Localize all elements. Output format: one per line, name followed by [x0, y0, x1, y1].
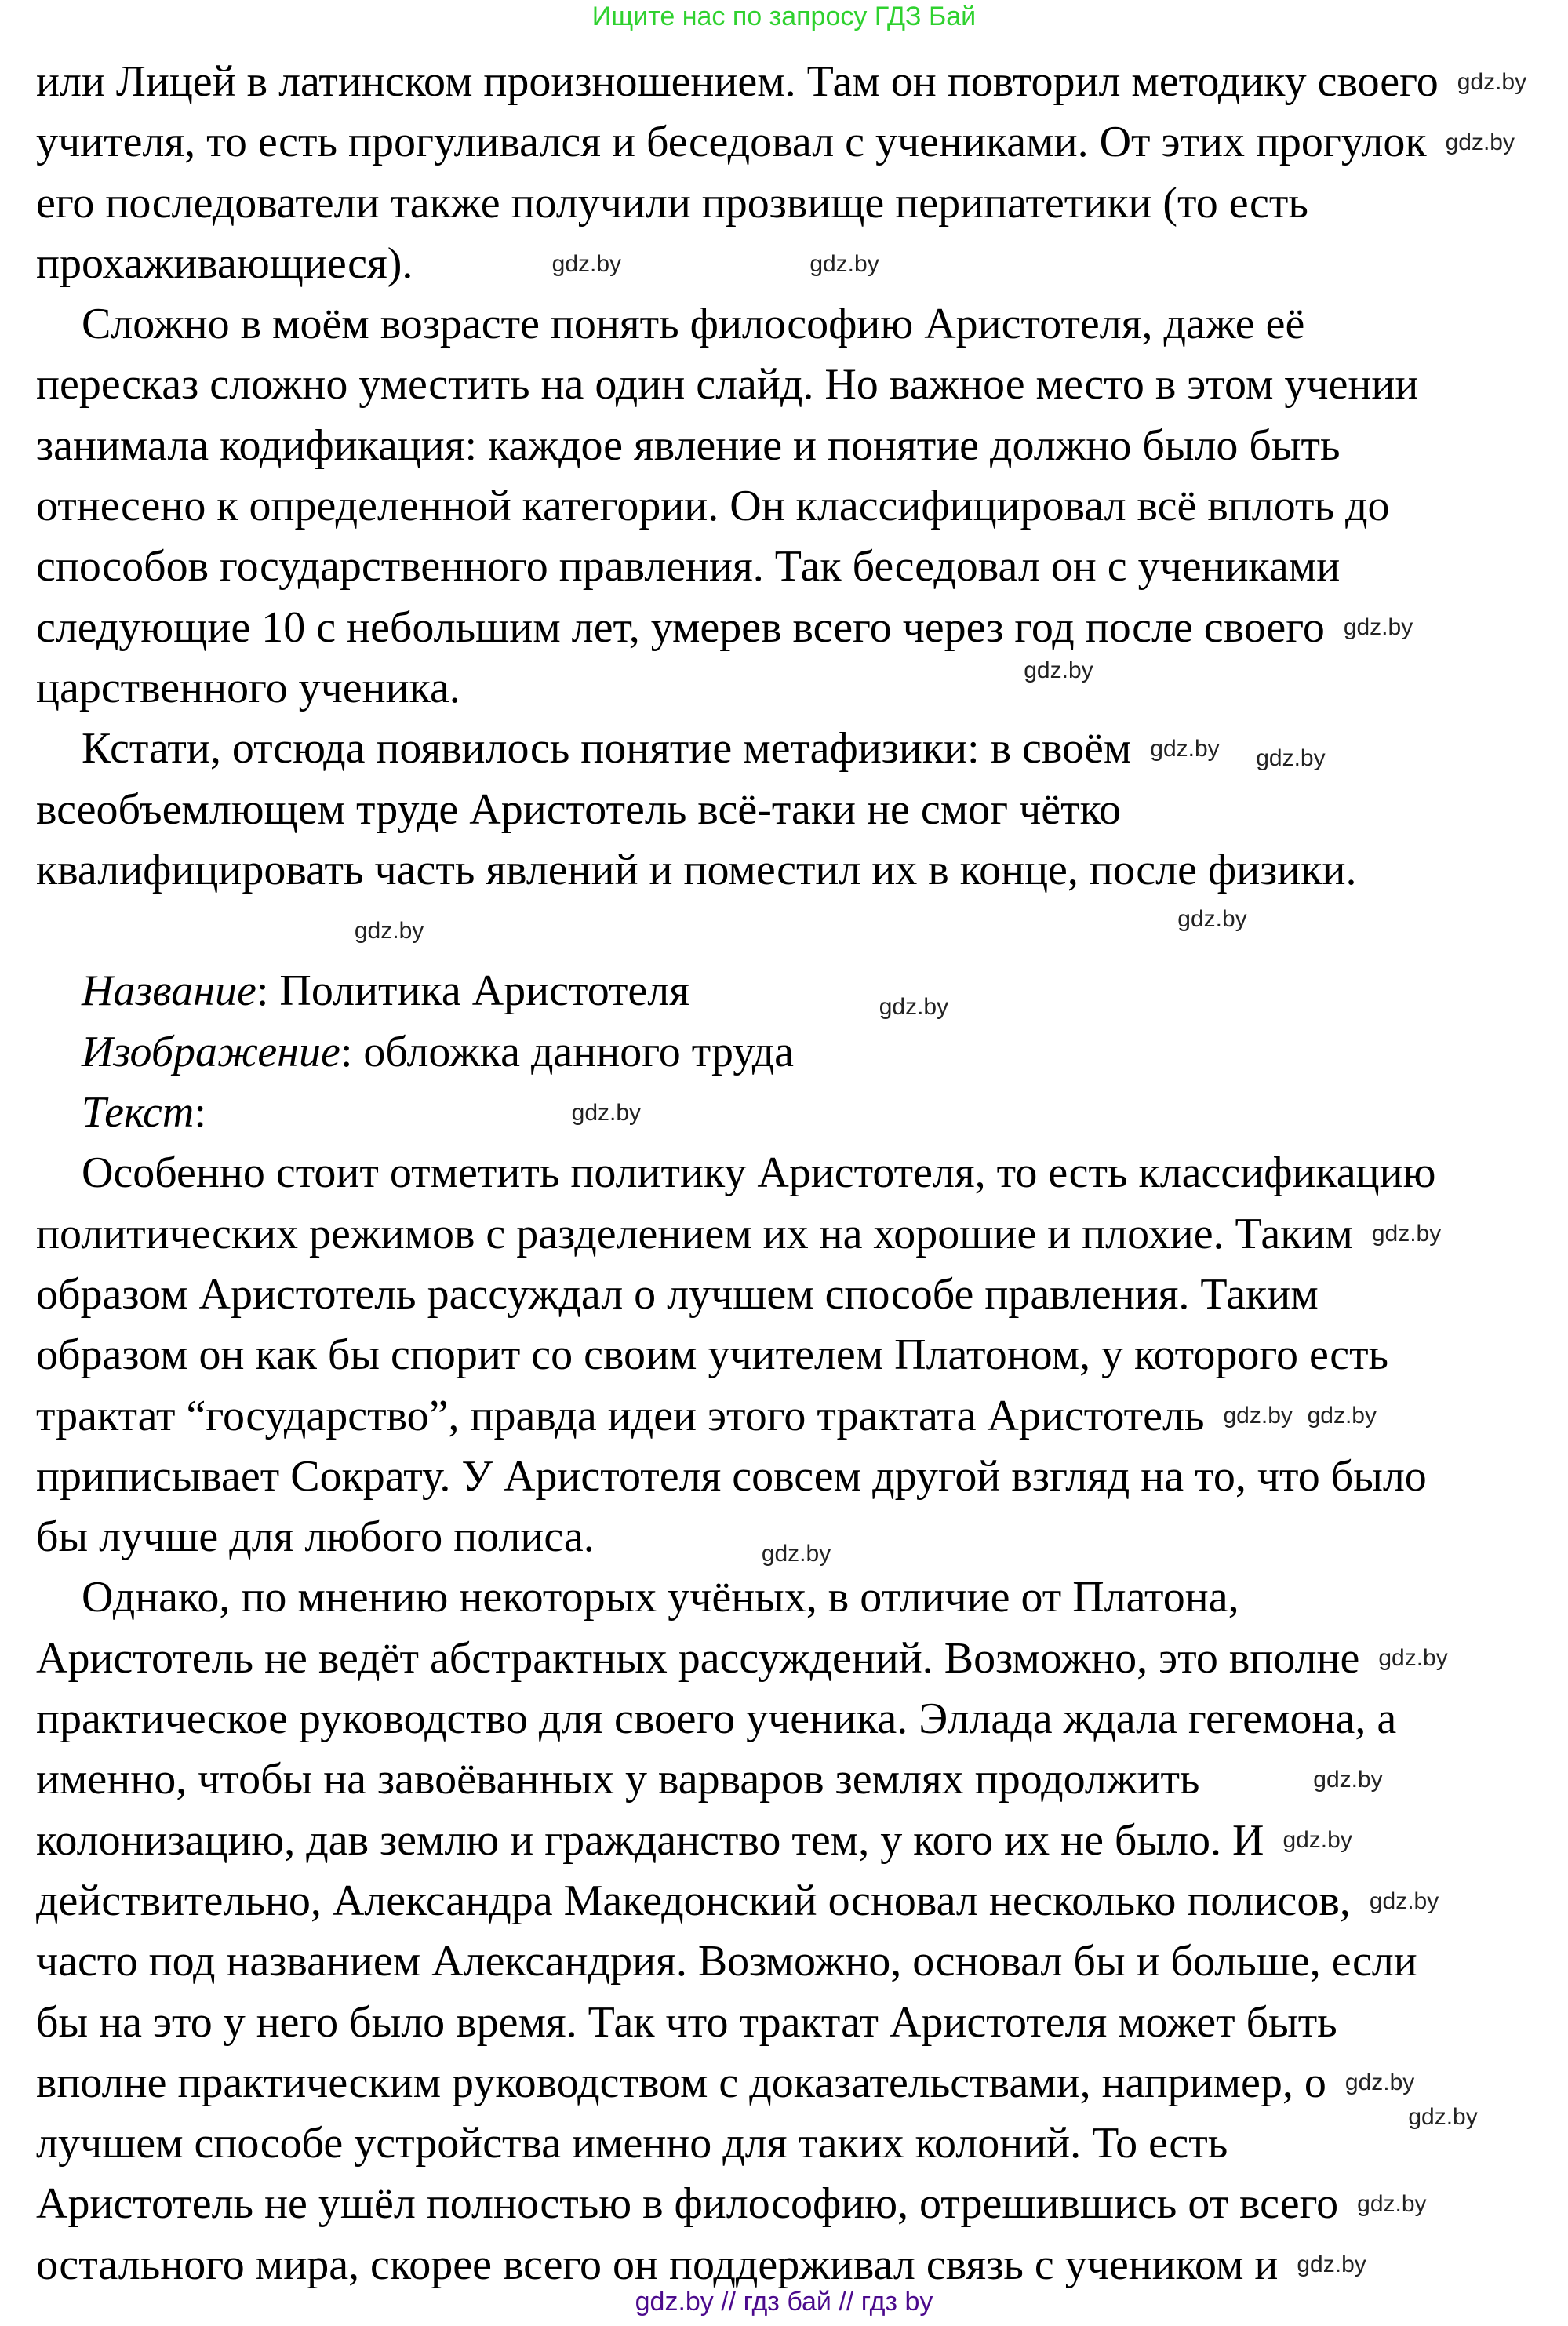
gdz-watermark: gdz.by: [1378, 1645, 1448, 1672]
gdz-watermark: gdz.by: [1297, 2251, 1366, 2278]
text-line: [36, 598, 1558, 658]
gdz-watermark: gdz.by: [809, 250, 879, 277]
line-text: квалифицировать часть явлений и поместил их в конце, после физики.: [36, 845, 1357, 894]
text-line: [36, 1993, 1558, 2053]
text-line: [36, 1931, 1558, 1992]
line-text: действительно, Александра Македонский основал несколько полисов,: [36, 1876, 1351, 1925]
text-line: [36, 112, 1558, 173]
text-line: [36, 1325, 1558, 1385]
line-text: Кстати, отсюда появилось понятие метафизики: в своём: [82, 724, 1132, 774]
gdz-watermark: gdz.by: [1177, 905, 1247, 932]
line-text: Аристотель не ведёт абстрактных рассуждений. Возможно, это вполне: [36, 1633, 1360, 1683]
line-text: вполне практическим руководством с доказательствами, например, о: [36, 2058, 1326, 2107]
line-text: или Лицей в латинском произношением. Там он повторил методику своего: [36, 57, 1439, 106]
line-text: отнесено к определенной категории. Он классифицировал всё вплоть до: [36, 482, 1390, 531]
gdz-watermark: gdz.by: [551, 250, 622, 277]
line-text: : обложка данного труда: [340, 1027, 795, 1076]
line-text: царственного ученика.: [36, 663, 460, 712]
line-text: Сложно в моём возрасте понять философию Аристотеля, даже её: [82, 300, 1305, 349]
gdz-watermark: gdz.by: [1150, 735, 1220, 762]
line-text: образом он как бы спорит со своим учителем Платоном, у которого есть: [36, 1330, 1389, 1380]
gdz-watermark: gdz.by: [1371, 1221, 1442, 1247]
gdz-watermark: gdz.by: [1282, 1827, 1352, 1854]
line-text: бы лучше для любого полиса.: [36, 1512, 595, 1562]
text-line: [36, 476, 1558, 537]
text-line: [36, 2053, 1558, 2113]
line-text: приписывает Сократу. У Аристотеля совсем другой взгляд на то, что было: [36, 1451, 1427, 1501]
gdz-watermark: gdz.by: [761, 1541, 831, 1567]
text-line: [36, 537, 1558, 597]
gdz-watermark: gdz.by: [1256, 745, 1326, 772]
line-text: остального мира, скорее всего он поддерживал связь с учеником и: [36, 2240, 1279, 2289]
search-banner: Ищите нас по запросу ГДЗ Бай: [591, 2, 977, 31]
field-label: Текст: [82, 1088, 195, 1138]
gdz-watermark: gdz.by: [1307, 1403, 1377, 1429]
line-text: его последователи также получили прозвище перипатетики (то есть: [36, 178, 1308, 228]
line-text: Аристотель не ушёл полностью в философию, отрешившись от всего: [36, 2179, 1339, 2229]
line-text: колонизацию, дав землю и гражданство тем, у кого их не было. И: [36, 1815, 1264, 1865]
line-text: часто под названием Александрия. Возможно, основал бы и больше, если: [36, 1937, 1417, 1986]
line-text: практическое руководство для своего ученика. Эллада ждала гегемона, а: [36, 1694, 1397, 1744]
text-line: [36, 173, 1558, 234]
gdz-watermark: gdz.by: [1024, 657, 1093, 684]
text-line: [36, 961, 1558, 1021]
document-body: [36, 52, 1558, 2295]
text-line: [36, 719, 1558, 779]
gdz-watermark: gdz.by: [1408, 2104, 1478, 2131]
field-label: Изображение: [82, 1027, 340, 1076]
text-line: [36, 1265, 1558, 1325]
text-line: [36, 901, 1558, 961]
gdz-watermark: gdz.by: [1357, 2191, 1427, 2218]
line-text: учителя, то есть прогуливался и беседовал с учениками. От этих прогулок: [36, 118, 1427, 167]
text-line: [36, 2174, 1558, 2234]
gdz-watermark: gdz.by: [1369, 1887, 1439, 1914]
line-text: трактат “государство”, правда идеи этого трактата Аристотель: [36, 1391, 1205, 1440]
field-label: Название: [82, 966, 256, 1016]
gdz-watermark: gdz.by: [879, 993, 949, 1020]
text-line: [36, 2113, 1558, 2174]
gdz-watermark: gdz.by: [1343, 614, 1413, 641]
line-text: способов государственного правления. Так беседовал он с учениками: [36, 542, 1341, 592]
gdz-watermark: gdz.by: [1445, 129, 1515, 155]
line-text: Особенно стоит отметить политику Аристотеля, то есть классификацию: [82, 1148, 1436, 1198]
gdz-watermark: gdz.by: [1457, 68, 1527, 95]
line-text: лучшем способе устройства именно для таких колоний. То есть: [36, 2119, 1228, 2168]
line-text: следующие 10 с небольшим лет, умерев всего через год после своего: [36, 602, 1325, 652]
text-line: [36, 658, 1558, 719]
text-line: [36, 1629, 1558, 1689]
text-line: [36, 1567, 1558, 1628]
gdz-watermark: gdz.by: [571, 1099, 642, 1126]
text-line: [36, 1447, 1558, 1507]
text-line: [36, 52, 1558, 112]
line-text: пересказ сложно уместить на один слайд. Но важное место в этом учении: [36, 360, 1419, 410]
text-line: [36, 234, 1558, 294]
line-text: :: [194, 1088, 206, 1138]
footer-watermark: gdz.by // гдз бай // гдз by: [635, 2287, 933, 2317]
line-text: именно, чтобы на завоёванных у варваров землях продолжить: [36, 1755, 1200, 1804]
gdz-watermark: gdz.by: [1344, 2069, 1415, 2096]
line-text: прохаживающиеся).: [36, 238, 413, 288]
text-line: [36, 1204, 1558, 1265]
text-line: [36, 1022, 1558, 1083]
text-line: [36, 416, 1558, 476]
gdz-watermark: gdz.by: [354, 917, 424, 944]
line-text: Однако, по мнению некоторых учёных, в отличие от Платона,: [82, 1573, 1239, 1622]
line-text: бы на это у него было время. Так что трактат Аристотеля может быть: [36, 1997, 1337, 2047]
text-line: [36, 294, 1558, 355]
line-text: : Политика Аристотеля: [256, 966, 689, 1016]
gdz-watermark: gdz.by: [1223, 1403, 1293, 1429]
line-text: образом Аристотель рассуждал о лучшем способе правления. Таким: [36, 1269, 1319, 1319]
text-line: [36, 780, 1558, 840]
text-line: [36, 1143, 1558, 1203]
text-line: [36, 355, 1558, 415]
text-line: [36, 1871, 1558, 1931]
line-text: политических режимов с разделением их на хорошие и плохие. Таким: [36, 1209, 1353, 1258]
text-line: [36, 1689, 1558, 1749]
line-text: всеобъемлющем труде Аристотель всё-таки не смог чётко: [36, 784, 1121, 834]
gdz-watermark: gdz.by: [1313, 1766, 1383, 1793]
text-line: [36, 1083, 1558, 1143]
line-text: занимала кодификация: каждое явление и понятие должно было быть: [36, 420, 1341, 470]
text-line: [36, 840, 1558, 901]
